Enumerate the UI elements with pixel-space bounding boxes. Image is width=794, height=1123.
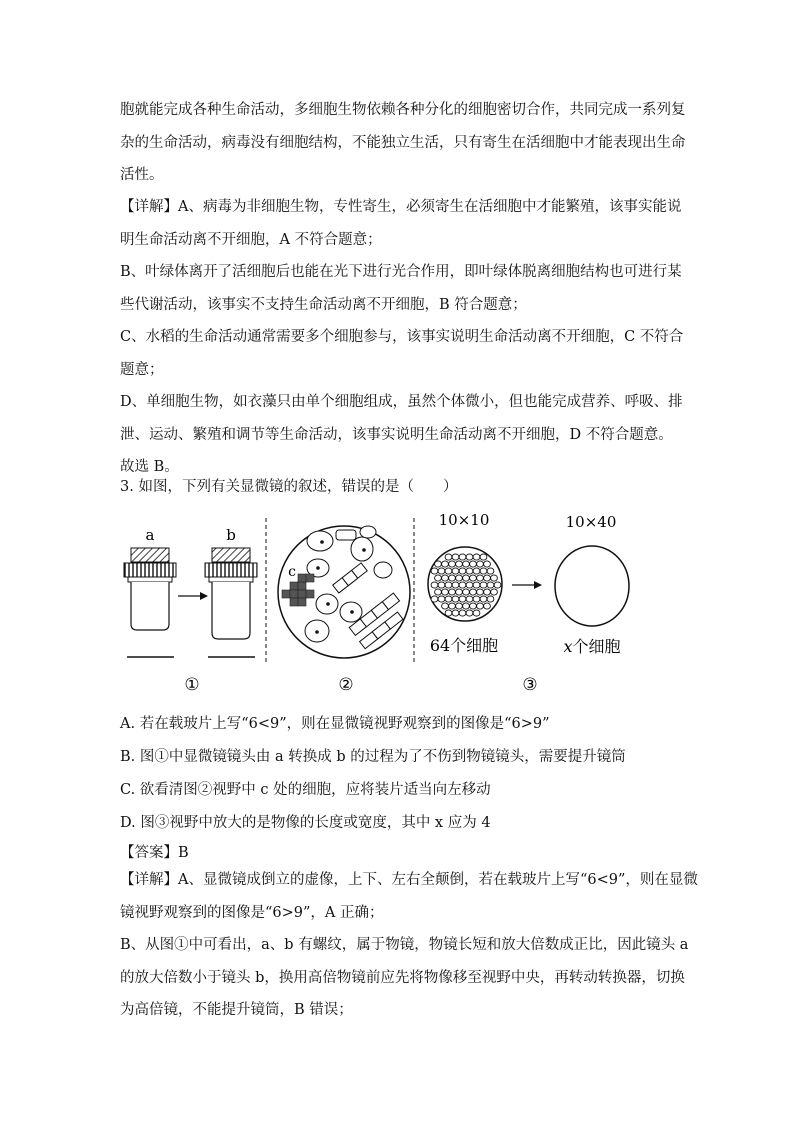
question-3-stem — [120, 471, 680, 504]
cell — [470, 561, 477, 567]
label-b: b — [226, 526, 236, 544]
cell — [438, 568, 445, 574]
cell — [435, 575, 442, 581]
text-line: 些代谢活动，该事实不支持生命活动离不开细胞，B 符合题意； — [120, 296, 527, 313]
panel-label-1: ① — [184, 675, 200, 695]
objective-lens-a — [124, 526, 176, 657]
cell — [452, 554, 459, 560]
cell — [459, 568, 466, 574]
text-line: 明生命活动离不开细胞，A 不符合题意； — [120, 231, 382, 248]
option-c: C. 欲看清图②视野中 c 处的细胞，应将装片适当向左移动 — [120, 782, 491, 798]
cell — [477, 575, 484, 581]
cell — [449, 603, 456, 609]
option-d: D. 图③视野中放大的是物像的长度或宽度，其中 x 应为 4 — [120, 815, 491, 831]
detail-paragraph-2 — [120, 864, 698, 1027]
cell — [452, 610, 459, 616]
text-line: 题意； — [120, 361, 164, 378]
cell — [438, 596, 445, 602]
cell — [435, 589, 442, 595]
cell — [452, 568, 459, 574]
cell — [449, 575, 456, 581]
detail-paragraph-1 — [120, 191, 684, 484]
field-high-magnification — [555, 513, 629, 656]
text-line: 【详解】A、显微镜成倒立的虚像，上下、左右全颠倒，若在载玻片上写“6<9”，则在显微 — [120, 872, 698, 888]
text-line: B、从图①中可看出，a、b 有螺纹，属于物镜，物镜长短和放大倍数成正比，因此镜头 a — [120, 937, 689, 953]
cell — [456, 561, 463, 567]
text-line: 【详解】A、病毒为非细胞生物，专性寄生，必须寄生在活细胞中才能繁殖，该事实能说 — [120, 199, 682, 215]
cell — [442, 603, 449, 609]
cell — [463, 561, 470, 567]
cell — [487, 596, 494, 602]
cell — [445, 596, 452, 602]
magnification-left: 10×10 — [438, 511, 490, 529]
text-line: B、叶绿体离开了活细胞后也能在光下进行光合作用，即叶绿体脱离细胞结构也可进行某 — [120, 264, 682, 280]
cell — [459, 554, 466, 560]
question-text: 3. 如图，下列有关显微镜的叙述，错误的是（ ） — [120, 479, 458, 495]
cell — [470, 575, 477, 581]
cell — [456, 589, 463, 595]
field-low-magnification — [428, 511, 502, 655]
cell — [452, 596, 459, 602]
cell — [466, 568, 473, 574]
cell — [459, 610, 466, 616]
cell — [459, 582, 466, 588]
text-line: 杂的生命活动，病毒没有细胞结构，不能独立生活，只有寄生在活细胞中才能表现出生命 — [120, 134, 686, 151]
option-a: A. 若在载玻片上写“6<9”，则在显微镜视野观察到的图像是“6>9” — [120, 716, 550, 732]
cell — [466, 610, 473, 616]
cell — [473, 596, 480, 602]
cell — [445, 610, 452, 616]
cell — [473, 582, 480, 588]
text-line: 故选 B。 — [120, 459, 179, 475]
cell — [487, 568, 494, 574]
cell — [463, 575, 470, 581]
cell — [484, 589, 491, 595]
cell — [491, 589, 498, 595]
text-line: 活性。 — [120, 167, 164, 183]
cell — [466, 596, 473, 602]
cell — [431, 568, 438, 574]
field-of-view-2 — [278, 526, 410, 658]
option-b: B. 图①中显微镜镜头由 a 转换成 b 的过程为了不伤到物镜镜头，需要提升镜筒 — [120, 749, 626, 765]
arrow-icon — [512, 581, 542, 589]
cell — [431, 596, 438, 602]
cell-count-left: 64个细胞 — [429, 636, 499, 655]
cell — [477, 561, 484, 567]
cell — [470, 603, 477, 609]
cell — [463, 603, 470, 609]
cell — [449, 561, 456, 567]
cell — [477, 589, 484, 595]
cell-count-right-text: 个细胞 — [572, 637, 621, 656]
cell — [442, 589, 449, 595]
cell — [438, 582, 445, 588]
text-line: D、单细胞生物，如衣藻只由单个细胞组成，虽然个体微小，但也能完成营养、呼吸、排 — [120, 394, 683, 410]
cell — [449, 589, 456, 595]
cell — [470, 589, 477, 595]
cell — [445, 554, 452, 560]
cell — [456, 603, 463, 609]
cell-count-right — [563, 637, 620, 656]
panel-label-3: ③ — [522, 675, 538, 695]
answer-line: 【答案】B — [120, 845, 189, 861]
panel-label-2: ② — [338, 675, 354, 695]
variable-x: x — [563, 637, 573, 656]
cell — [466, 582, 473, 588]
cell — [473, 610, 480, 616]
cell — [445, 568, 452, 574]
cell — [484, 575, 491, 581]
cell — [480, 554, 487, 560]
text-line: 胞就能完成各种生命活动，多细胞生物依赖各种分化的细胞密切合作，共同完成一系列复 — [120, 102, 686, 118]
text-line: C、水稻的生命活动通常需要多个细胞参与，该事实说明生命活动离不开细胞，C 不符合 — [120, 329, 684, 345]
text-line: 为高倍镜，不能提升镜筒，B 错误； — [120, 1002, 353, 1018]
text-line: 的放大倍数小于镜头 b，换用高倍物镜前应先将物像移至视野中央，再转动转换器，切换 — [120, 969, 685, 986]
arrow-icon — [178, 592, 208, 600]
cell — [442, 561, 449, 567]
cell-grid — [431, 554, 501, 616]
cell — [452, 582, 459, 588]
cell — [435, 561, 442, 567]
cell — [445, 582, 452, 588]
cell — [494, 582, 501, 588]
cell — [487, 582, 494, 588]
label-a: a — [145, 526, 155, 544]
cell — [431, 582, 438, 588]
cell — [473, 554, 480, 560]
magnification-right: 10×40 — [565, 513, 617, 531]
objective-lens-b — [205, 526, 257, 657]
cell — [480, 568, 487, 574]
cell — [480, 596, 487, 602]
cell — [459, 596, 466, 602]
cell — [491, 575, 498, 581]
cell — [477, 603, 484, 609]
cell — [473, 568, 480, 574]
top-paragraph — [120, 94, 686, 192]
cell — [466, 554, 473, 560]
cell — [480, 582, 487, 588]
text-line: 镜视野观察到的图像是“6>9”，A 正确； — [120, 904, 384, 921]
cell — [484, 561, 491, 567]
text-line: 泄、运动、繁殖和调节等生命活动，该事实说明生命活动离不开细胞，D 不符合题意。 — [120, 426, 673, 443]
cell — [484, 603, 491, 609]
cell — [442, 575, 449, 581]
cell — [463, 589, 470, 595]
cell — [456, 575, 463, 581]
microscope-figure — [118, 505, 658, 695]
label-c: c — [288, 564, 296, 580]
